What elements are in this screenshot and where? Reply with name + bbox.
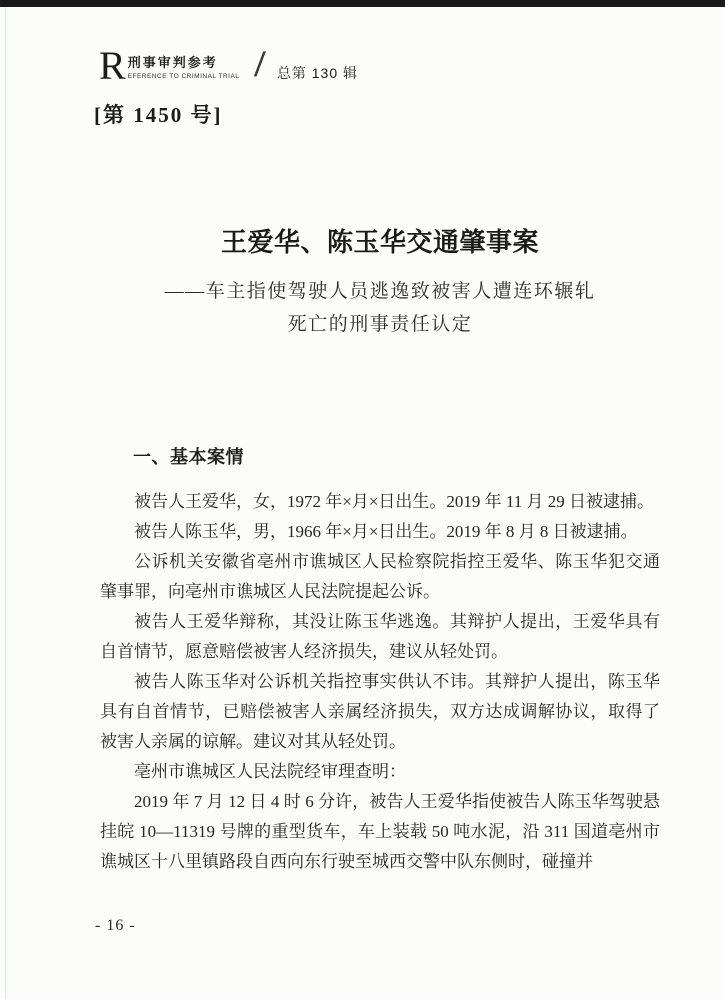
page-number: - 16 - (95, 917, 136, 934)
scan-left-edge (5, 7, 6, 999)
section-heading-basic-facts: 一、基本案情 (133, 447, 244, 467)
case-title: 王爱华、陈玉华交通肇事案 (220, 228, 539, 257)
paragraph-defendant-chen: 被告人陈玉华，男，1966 年×月×日出生。2019 年 8 月 8 日被逮捕。 (134, 522, 638, 541)
subtitle-line-1: ——车主指使驾驶人员逃逸致被害人遭连环辗轧 (164, 281, 596, 302)
masthead-issue-number: 总第 130 辑 (276, 65, 359, 81)
paragraph-court-finding-intro: 亳州市谯城区人民法院经审理查明： (134, 762, 406, 781)
subtitle-line-2: 死亡的刑事责任认定 (287, 314, 473, 335)
masthead-en-title: EFERENCE TO CRIMINAL TRIAL (127, 73, 240, 80)
masthead-titles (128, 52, 240, 80)
paragraph-wang-defense: 被告人王爱华辩称，其没让陈玉华逃逸。其辩护人提出，王爱华具有自首情节，愿意赔偿被害人经济损失，建议从轻处罚。 (100, 612, 660, 661)
body-text (100, 487, 660, 877)
case-number: [第 1450 号] (94, 103, 223, 127)
paragraph-defendant-wang: 被告人王爱华，女，1972 年×月×日出生。2019 年 11 月 29 日被逮捕。 (134, 492, 655, 511)
slash-divider-icon: / (253, 46, 267, 84)
case-subtitle (100, 275, 660, 341)
scan-top-edge (0, 0, 725, 7)
masthead (99, 43, 359, 88)
masthead-logo-letter: R (99, 43, 126, 88)
paragraph-incident-facts: 2019 年 7 月 12 日 4 时 6 分许，被告人王爱华指使被告人陈玉华驾驶悬挂皖 10—11319 号牌的重型货车，车上装载 50 吨水泥，沿 311 国道亳州市谯城区十八里镇路段自西向东行驶至城西交警中队东侧时，碰撞并 (100, 792, 660, 871)
masthead-cn-title: 刑事审判参考 (127, 55, 218, 70)
paragraph-chen-defense: 被告人陈玉华对公诉机关指控事实供认不讳。其辩护人提出，陈玉华具有自首情节，已赔偿被害人亲属经济损失，双方达成调解协议，取得了被害人亲属的谅解。建议对其从轻处罚。 (100, 672, 660, 751)
paragraph-prosecution: 公诉机关安徽省亳州市谯城区人民检察院指控王爱华、陈玉华犯交通肇事罪，向亳州市谯城区人民法院提起公诉。 (100, 552, 660, 601)
